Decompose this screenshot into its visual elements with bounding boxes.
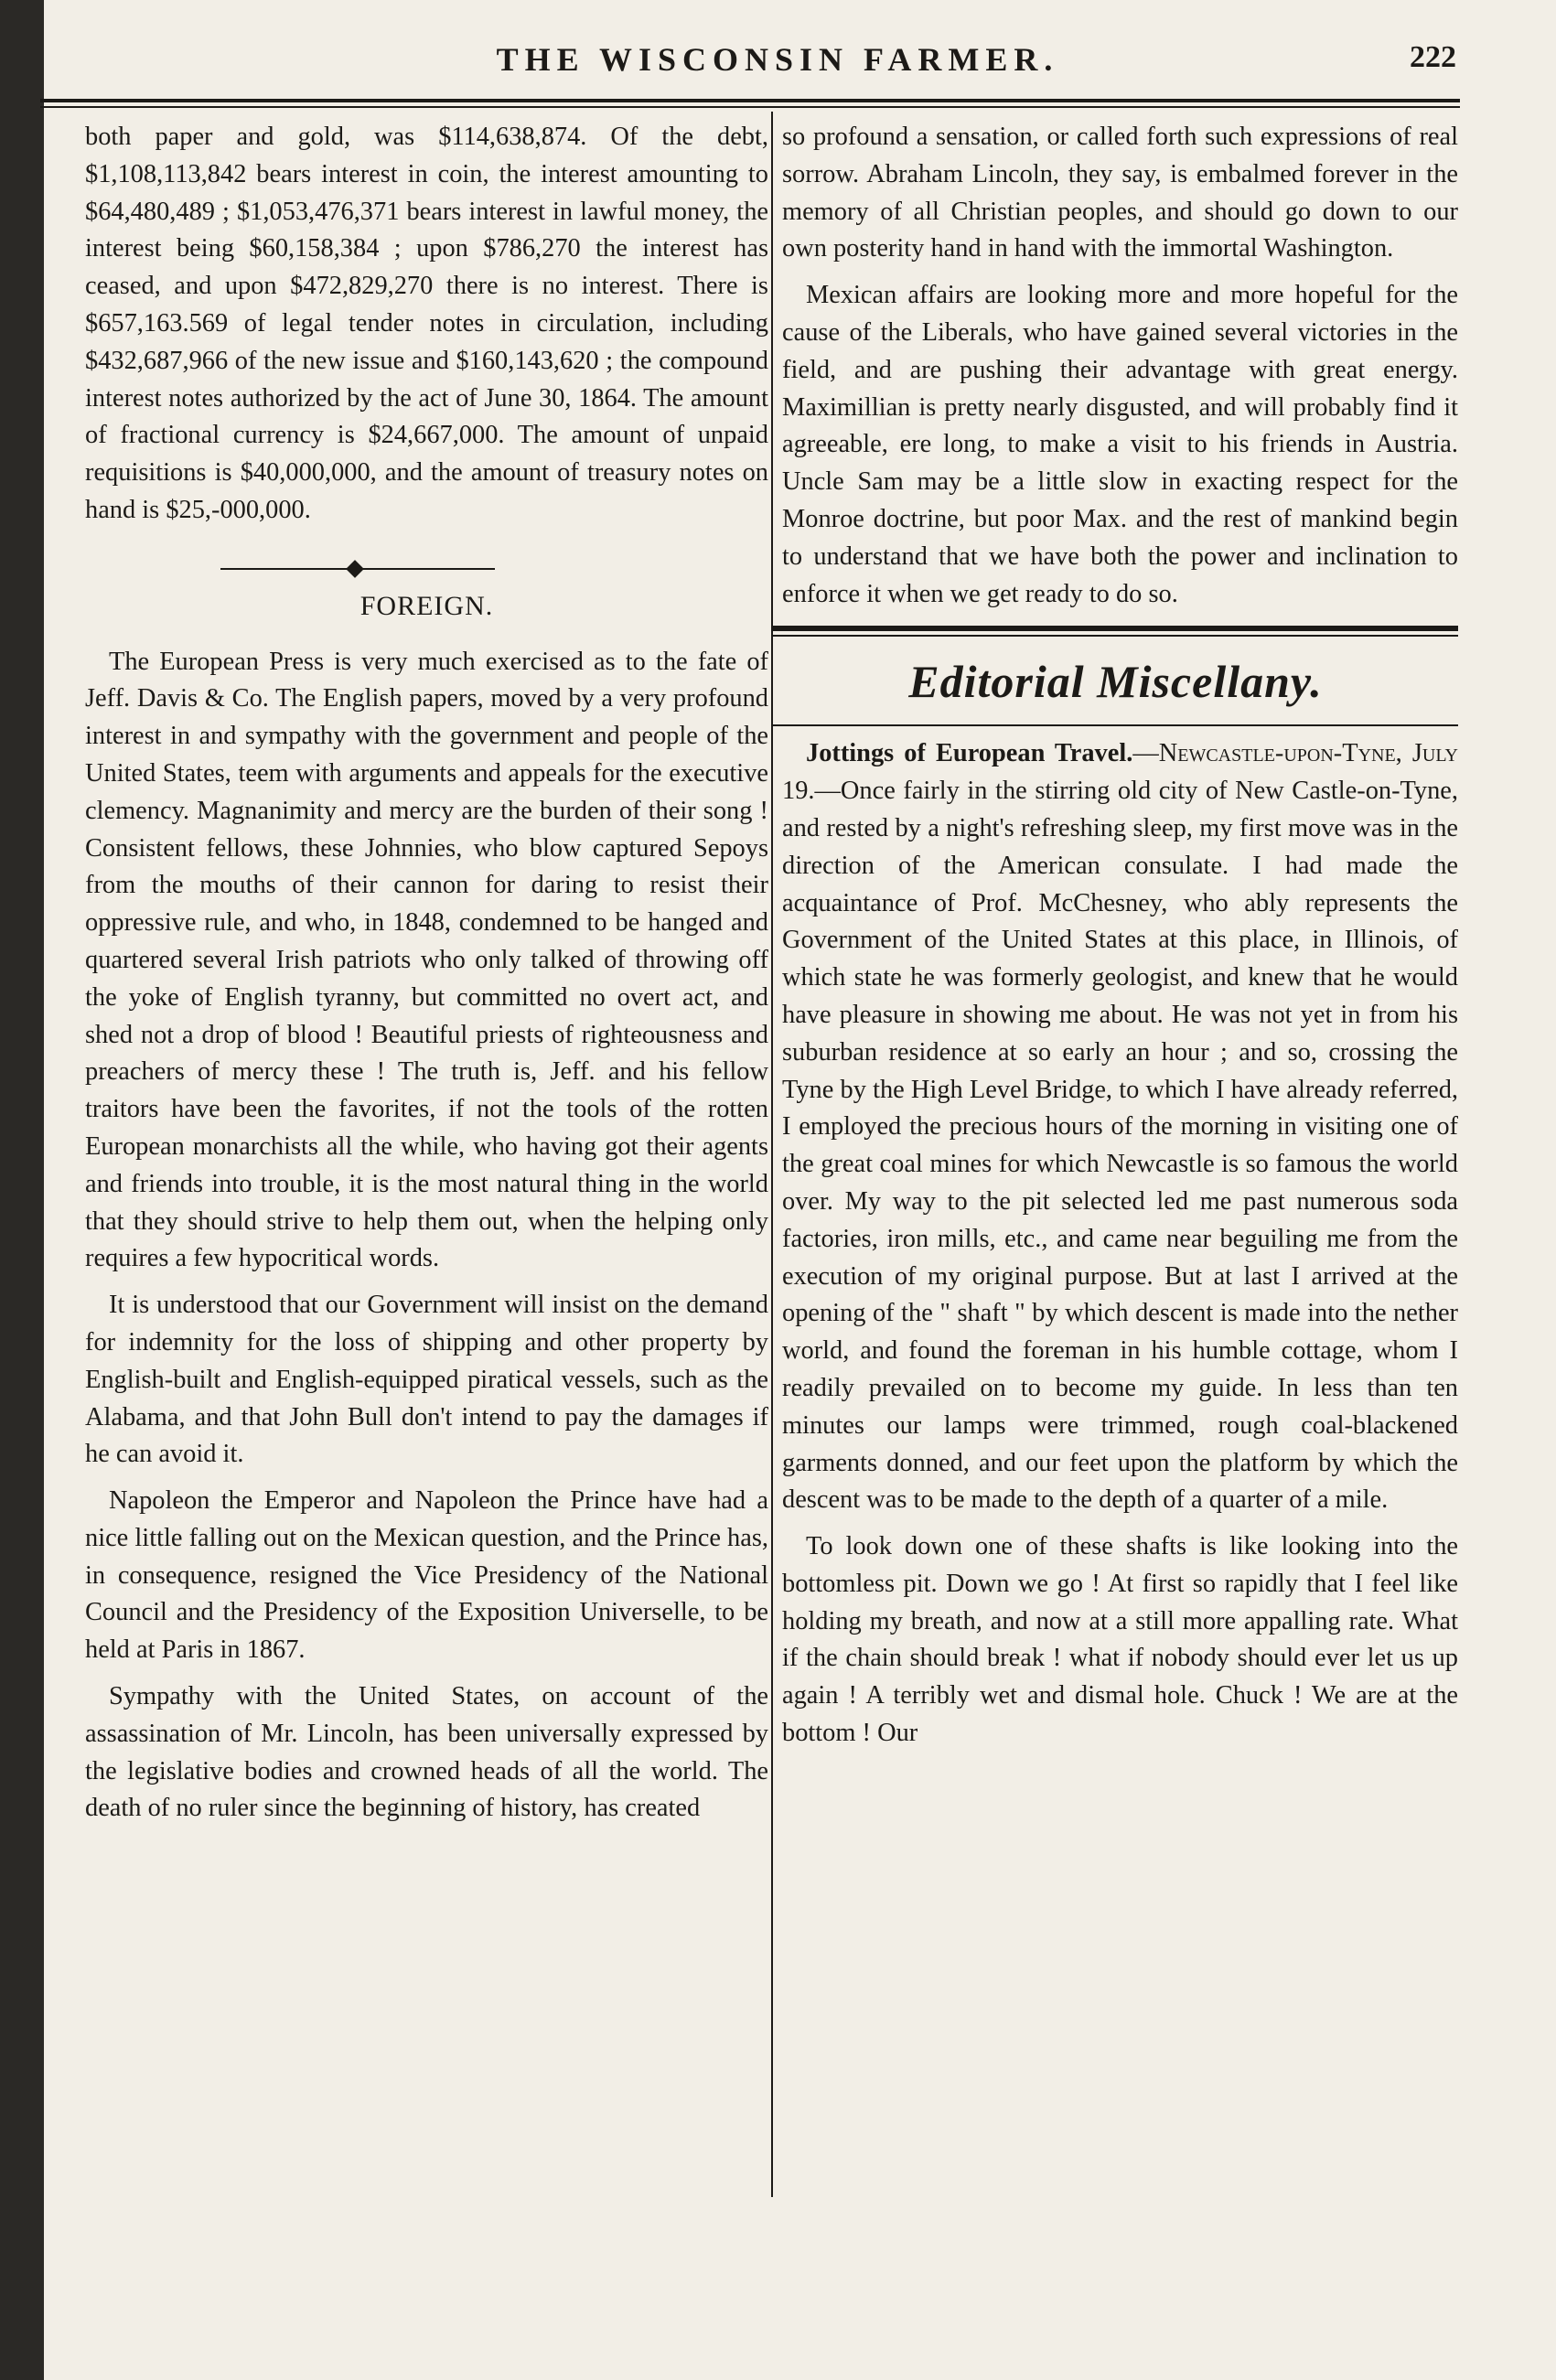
article-dateline: —Newcastle-upon-Tyne, July 19. xyxy=(782,739,1458,806)
left-column xyxy=(85,119,768,1828)
editorial-miscellany-heading: Editorial Miscellany. xyxy=(908,656,1323,708)
masthead-title: THE WISCONSIN FARMER. xyxy=(496,41,1059,78)
ornament-diamond-icon xyxy=(346,560,364,578)
section-heading-foreign: FOREIGN. xyxy=(359,590,494,621)
jottings-body: —Once fairly in the stirring old city of New Castle-on-Tyne, and rested by a night's refreshing sleep, my first move was in the direction of the American consulate. I had made the acquaintance of Prof. McChesney, who ably represents the Government of the United States at this place, in Illinois, of which state he was formerly geologist, and knew that he would have pleasure in showing me about. He was not yet in from his suburban residence at so early an hour ; and so, crossing the Tyne by the High Level Bridge, to which I have already referred, I employed the precious hours of the morning in visiting one of the great coal mines for which Newcastle is so famous the world over. My way to the pit selected led me past numerous soda factories, iron mills, etc., and came near beguiling me from the execution of my original purpose. But at last I arrived at the opening of the " shaft " by which descent is made into the nether world, and found the foreman in his humble cottage, whom I readily prevailed on to become my guide. In less than ten minutes our lamps were trimmed, rough coal-blackened garments donned, and our feet upon the platform by which the descent was to be made to the depth of a quarter of a mile. xyxy=(782,777,1458,1515)
article-title: Jottings of European Travel. xyxy=(806,739,1133,768)
header-rule-thick xyxy=(40,99,1460,102)
header-rule-thin xyxy=(40,106,1460,108)
page-header xyxy=(91,40,1464,88)
scan-margin xyxy=(0,0,44,2380)
right-column xyxy=(773,119,1458,1753)
page-number: 222 xyxy=(1410,40,1456,74)
lincoln-paragraph: so profound a sensation, or called forth such expressions of real sorrow. Abraham Lincoln, they say, is embalmed forever in the memory of all Christian peoples, and should go down to our own posterity hand in hand with the immortal Washington. xyxy=(782,123,1458,263)
miscellany-rule xyxy=(773,724,1458,726)
jottings-paragraph xyxy=(773,735,1458,1519)
section-ornament xyxy=(85,552,768,584)
indemnity-paragraph: It is understood that our Government will insist on the demand for indemnity for the loss of shipping and other property by English-built and English-equipped piratical vessels, such as the Alabama, and that John Bull don't intend to pay the damages if he can avoid it. xyxy=(85,1291,768,1469)
mexican-paragraph: Mexican affairs are looking more and more hopeful for the cause of the Liberals, who have gained several victories in the field, and are pushing their advantage with great energy. Maximillian is pretty nearly disgusted, and will probably find it agreeable, ere long, to make a visit to his friends in Austria. Uncle Sam may be a little slow in exacting respect for the Monroe doctrine, but poor Max. and the rest of mankind begin to understand that we have both the power and inclination to enforce it when we get ready to do so. xyxy=(782,281,1458,608)
finance-paragraph: both paper and gold, was $114,638,874. Of the debt, $1,108,113,842 bears interest in coin, the interest amounting to $64,480,489 ; $1,053,476,371 bears interest in lawful money, the interest being $60,158,384 ; upon $786,270 the interest has ceased, and upon $472,829,270 there is no interest. There is $657,163.569 of legal tender notes in circulation, including $432,687,966 of the new issue and $160,143,620 ; the compound interest notes authorized by the act of June 30, 1864. The amount of fractional currency is $24,667,000. The amount of unpaid requisitions is $40,000,000, and the amount of treasury notes on hand is $25,-000,000. xyxy=(85,123,768,524)
section-rule-heavy xyxy=(773,626,1458,631)
section-rule-thin xyxy=(773,635,1458,637)
napoleon-paragraph: Napoleon the Emperor and Napoleon the Prince have had a nice little falling out on the Mexican question, and the Prince has, in consequence, resigned the Vice Presidency of the National Council and the Presidency of the Exposition Universelle, to be held at Paris in 1867. xyxy=(85,1486,768,1665)
sympathy-paragraph: Sympathy with the United States, on account of the assassination of Mr. Lincoln, has been universally expressed by the legislative bodies and crowned heads of all the world. The death of no ruler since the beginning of history, has created xyxy=(85,1682,768,1823)
shaft-paragraph: To look down one of these shafts is like looking into the bottomless pit. Down we go ! At first so rapidly that I feel like holding my breath, and now at a still more appalling rate. What if the chain should break ! what if nobody should ever let us up again ! A terribly wet and dismal hole. Chuck ! We are at the bottom ! Our xyxy=(782,1532,1458,1748)
press-paragraph: The European Press is very much exercised as to the fate of Jeff. Davis & Co. The English papers, moved by a very profound interest in and sympathy with the government and people of the United States, teem with arguments and appeals for the executive clemency. Magnanimity and mercy are the burden of their song ! Consistent fellows, these Johnnies, who blow captured Sepoys from the mouths of their cannon for daring to resist their oppressive rule, and who, in 1848, condemned to be hanged and quartered several Irish patriots who only talked of throwing off the yoke of English tyranny, but committed no overt act, and shed not a drop of blood ! Beautiful priests of righteousness and preachers of mercy these ! The truth is, Jeff. and his fellow traitors have been the favorites, if not the tools of the rotten European monarchists all the while, who having got their agents and friends into trouble, it is the most natural thing in the world that they should strive to help them out, when the helping only requires a few hypocritical words. xyxy=(85,647,768,1273)
